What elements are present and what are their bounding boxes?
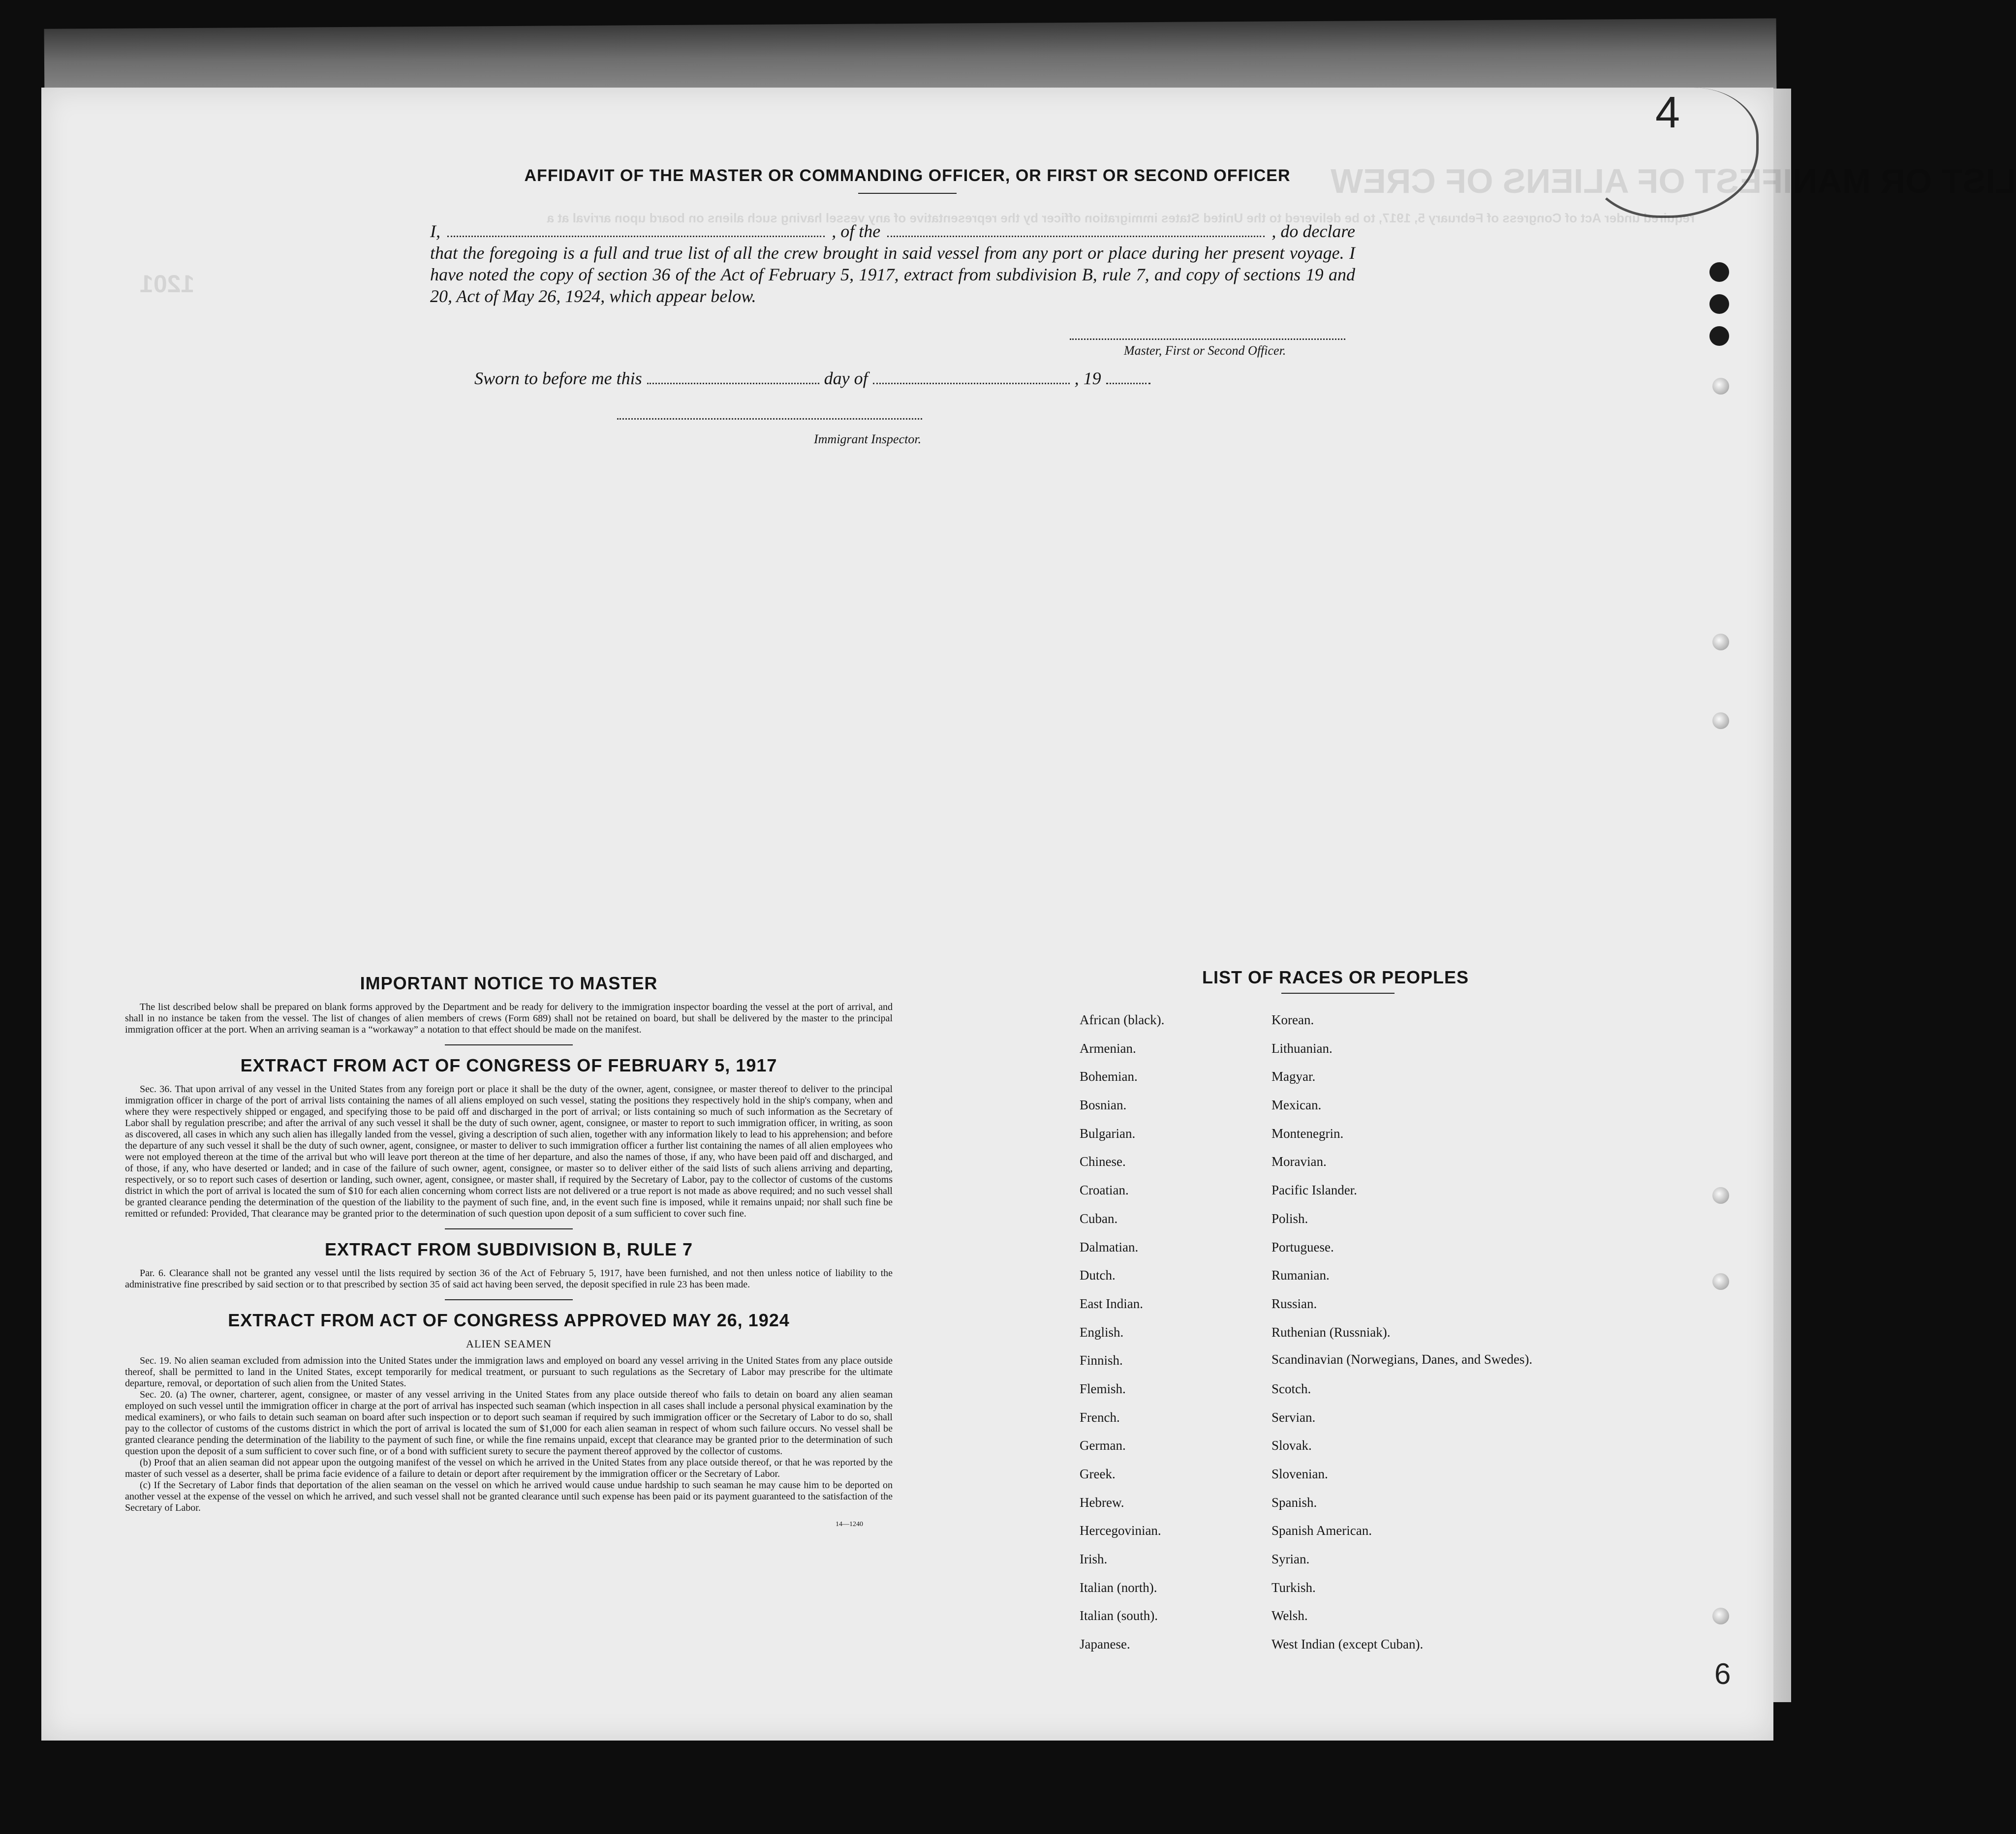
legal-notices-column [125, 973, 893, 1528]
punch-hole [1712, 712, 1729, 729]
race-item: Scotch. [1272, 1381, 1311, 1396]
punch-hole [1709, 294, 1729, 314]
extract-1924-title: EXTRACT FROM ACT OF CONGRESS APPROVED MAY 26, 1924 [228, 1310, 790, 1330]
race-item: Pacific Islander. [1272, 1183, 1357, 1198]
extract-1917-title: EXTRACT FROM ACT OF CONGRESS OF FEBRUARY 5, 1917 [240, 1055, 777, 1075]
race-item: Lithuanian. [1272, 1040, 1333, 1056]
race-item: Mexican. [1272, 1098, 1322, 1113]
affidavit-body [430, 220, 1355, 307]
race-item: Spanish American. [1272, 1523, 1372, 1538]
form-number: 14—1240 [836, 1521, 863, 1528]
races-title-rule [1281, 993, 1395, 994]
affidavit-title: AFFIDAVIT OF THE MASTER OR COMMANDING OFFICER, OR FIRST OR SECOND OFFICER [524, 166, 1291, 185]
race-item: Italian (south). [1080, 1608, 1158, 1623]
extract-rule7-text: Par. 6. Clearance shall not be granted any vessel until the lists required by section 36 of the Act of February 5, 1917, have been furnished, and not then unless notice of liability to the administrative fine prescribed by said section or to that prescribed by section 35 of said act having been served, the deposit specified in rule 23 has been made. [125, 1268, 893, 1290]
race-item: Croatian. [1080, 1183, 1129, 1198]
bleed-through-text: 1201 [140, 270, 195, 298]
sec20c-text: (c) If the Secretary of Labor finds that deportation of the alien seaman on the vessel on which he arrived would cause undue hardship to such seaman he may cause him to be deported on another vessel at the expense of the vessel on which he arrived, and such vessel shall not be granted clearance until such expense has been paid or its payment guaranteed to the satisfaction of the Secretary of Labor. [125, 1480, 893, 1513]
race-item: Spanish. [1272, 1495, 1317, 1510]
affidavit-i: I, [430, 221, 440, 241]
race-item: Magyar. [1272, 1069, 1316, 1084]
sworn-prefix: Sworn to before me this [474, 368, 642, 388]
race-item: Cuban. [1080, 1211, 1118, 1226]
bleed-through-text: LIST OR MANIFEST OF ALIENS OF CREW [1331, 162, 2016, 200]
affidavit-title-rule [858, 193, 957, 194]
race-item: Korean. [1272, 1012, 1314, 1027]
race-item: Hebrew. [1080, 1495, 1124, 1510]
extract-1924-subtitle: ALIEN SEAMEN [466, 1338, 552, 1350]
punch-hole [1712, 378, 1729, 395]
sworn-year-label: , 19 [1074, 368, 1101, 388]
punch-hole [1712, 634, 1729, 650]
race-item: East Indian. [1080, 1296, 1143, 1311]
document-page [41, 88, 2016, 1741]
race-item: Welsh. [1272, 1608, 1308, 1623]
section-rule [445, 1299, 573, 1300]
sworn-month-blank[interactable] [873, 383, 1070, 384]
notice-title: IMPORTANT NOTICE TO MASTER [360, 973, 658, 993]
race-item: Hercegovinian. [1080, 1523, 1161, 1538]
races-list [1080, 1012, 1572, 1665]
race-item: Moravian. [1272, 1154, 1327, 1169]
race-item: Irish. [1080, 1552, 1108, 1567]
sec20a-text: Sec. 20. (a) The owner, charterer, agent, consignee, or master of any vessel arriving in the United States from any place outside thereof who fails to detain on board any alien seaman employed on such vessel until the immigration officer in charge at the port of arrival has inspected such seaman (which inspection in all cases shall include a personal physical examination by the medical examiners), or who fails to detain such seaman on board after such inspection or to deport such seaman if required by such immigration officer or the Secretary of Labor to do so, shall pay to the collector of customs of the customs district in which the port of arrival is located the sum of $1,000 for each alien seaman in respect of whom such failure occurs. No vessel shall be granted clearance pending the determination of the liability to the payment of such fine, or while the fine remains unpaid, except that clearance may be granted prior to the determination of such question upon the deposit of a sum sufficient to cover such fine, or of a bond with sufficient surety to secure the payment thereof approved by the collector of customs. [125, 1389, 893, 1457]
sec19-text: Sec. 19. No alien seaman excluded from admission into the United States under the immigration laws and employed on board any vessel arriving in the United States from any place outside thereof, shall be permitted to land in the United States, except temporarily for medical treatment, or pursuant to such regulations as the Secretary of Labor may prescribe for the ultimate departure, removal, or deportation of such alien from the United States. [125, 1355, 893, 1389]
races-title: LIST OF RACES OR PEOPLES [1202, 967, 1469, 987]
race-item: Russian. [1272, 1296, 1317, 1311]
officer-signature-line[interactable] [1070, 338, 1345, 340]
race-item: English. [1080, 1324, 1124, 1340]
corner-handwritten-mark: 4 [1655, 88, 1680, 137]
bottom-handwritten-mark: 6 [1714, 1657, 1731, 1690]
race-item: Turkish. [1272, 1580, 1316, 1595]
race-item: French. [1080, 1409, 1120, 1425]
inspector-signature-line[interactable] [617, 418, 922, 420]
sworn-day-label: day of [824, 368, 868, 388]
punch-hole [1709, 262, 1729, 282]
race-item: Rumanian. [1272, 1268, 1330, 1283]
punch-hole [1712, 1608, 1729, 1624]
race-item: Italian (north). [1080, 1580, 1157, 1595]
sworn-day-blank[interactable] [647, 383, 819, 384]
affidavit-do-declare: , do declare [1272, 221, 1356, 241]
race-item: African (black). [1080, 1012, 1165, 1027]
affidavit-statement: that the foregoing is a full and true list of all the crew brought in said vessel from any port or place during her present voyage. I have noted the copy of section 36 of the Act of February 5, 1917, extract from subdivision B, rule 7, and copy of sections 19 and 20, Act of May 26, 1924, which appear below. [430, 243, 1355, 306]
bleed-through-text: required under Act of Congress of February 5, 1917, to be delivered to the United States immigration officer by the representative of any vessel having such aliens on board upon arrival at a [547, 211, 1695, 225]
race-item: Dutch. [1080, 1268, 1116, 1283]
sec20b-text: (b) Proof that an alien seaman did not appear upon the outgoing manifest of the vessel on which he arrived in the United States from any place outside thereof, or that he was reported by the master of such vessel as a deserter, shall be prima facie evidence of a failure to detain or deport after requirement by the immigration officer or the Secretary of Labor. [125, 1457, 893, 1479]
officer-signature-caption: Master, First or Second Officer. [1124, 343, 1286, 358]
punch-hole [1709, 326, 1729, 346]
sworn-line [474, 368, 1193, 389]
extract-1917-text: Sec. 36. That upon arrival of any vessel in the United States from any foreign port or place it shall be the duty of the owner, agent, consignee, or master thereof to deliver to the principal immigration officer in charge of the port of arrival lists containing the names of all aliens employed on such vessel, stating the positions they respectively hold in the ship's company, when and where they were respectively shipped or engaged, and specifying those to be paid off and discharged in the port of arrival; or lists containing so much of such information as the Secretary of Labor shall by regulation prescribe; and after the arrival of any such vessel it shall be the duty of such owner, agent, consignee, or master to report to such immigration officer, in writing, as soon as discovered, all cases in which any such alien has illegally landed from the vessel, giving a description of such alien, together with any information likely to lead to his apprehension; and before the departure of any such vessel it shall be the duty of such owner, agent, consignee, or master to deliver to such immigration officer a further list containing the names of all alien employees who were not employed thereon at the time of the arrival but who will leave port thereon at the time of her departure, and also the names of those, if any, who have been paid off and discharged, and of those, if any, who have deserted or landed; and in case of the failure of such owner, agent, consignee, or master so to deliver either of the said lists of such aliens arriving and departing, respectively, or so to report such cases of desertion or landing, such owner, agent, consignee, or master shall, if required by the Secretary of Labor, pay to the collector of customs of the customs district in which the port of arrival is located the sum of $10 for each alien concerning whom correct lists are not delivered or a true report is not made as above required; and no such vessel shall be granted clearance pending the determination of the question of the liability to the payment of such fine, and, in the event such fine is imposed, while it remains unpaid; nor shall such fine be remitted or refunded: Provided, That clearance may be granted prior to the determination of such question upon deposit of a sum sufficient to cover such fine. [125, 1084, 893, 1219]
punch-hole [1712, 1273, 1729, 1290]
race-item: Servian. [1272, 1409, 1316, 1425]
race-item: Montenegrin. [1272, 1126, 1344, 1141]
race-item: Scandinavian (Norwegians, Danes, and Swedes). [1272, 1352, 1533, 1367]
vessel-name-blank[interactable] [887, 236, 1265, 237]
master-name-blank[interactable] [447, 236, 825, 237]
race-item: Dalmatian. [1080, 1239, 1139, 1254]
race-item: West Indian (except Cuban). [1272, 1637, 1424, 1652]
race-item: Bosnian. [1080, 1098, 1127, 1113]
affidavit-declaration-line [430, 220, 1355, 242]
sworn-year-blank[interactable] [1106, 383, 1150, 384]
affidavit-of-the: , of the [832, 221, 881, 241]
race-item: Armenian. [1080, 1040, 1136, 1056]
race-item: German. [1080, 1438, 1126, 1453]
race-item: Ruthenian (Russniak). [1272, 1324, 1391, 1340]
race-item: Japanese. [1080, 1637, 1130, 1652]
race-item: Bulgarian. [1080, 1126, 1136, 1141]
race-item: Greek. [1080, 1467, 1116, 1481]
race-item: Bohemian. [1080, 1069, 1138, 1084]
race-item: Flemish. [1080, 1381, 1126, 1396]
race-item: Chinese. [1080, 1154, 1126, 1169]
race-item: Portuguese. [1272, 1239, 1334, 1254]
section-rule [445, 1228, 573, 1229]
punch-hole [1712, 1187, 1729, 1204]
race-item: Finnish. [1080, 1353, 1123, 1368]
inspector-caption: Immigrant Inspector. [814, 432, 922, 446]
notice-text: The list described below shall be prepared on blank forms approved by the Department and be ready for delivery to the immigration inspector boarding the vessel at the port of arrival, and shall in no instance be taken from the vessel. The list of changes of alien members of crews (Form 689) shall not be retained on board, but shall be delivered by the master to the principal immigration officer at the port. When an arriving seaman is a “workaway” a notation to that effect should be made on the manifest. [125, 1002, 893, 1035]
section-rule [445, 1044, 573, 1045]
race-item: Slovenian. [1272, 1467, 1328, 1481]
race-item: Slovak. [1272, 1438, 1312, 1453]
race-item: Syrian. [1272, 1552, 1310, 1567]
race-item: Polish. [1272, 1211, 1308, 1226]
extract-rule7-title: EXTRACT FROM SUBDIVISION B, RULE 7 [324, 1239, 693, 1259]
